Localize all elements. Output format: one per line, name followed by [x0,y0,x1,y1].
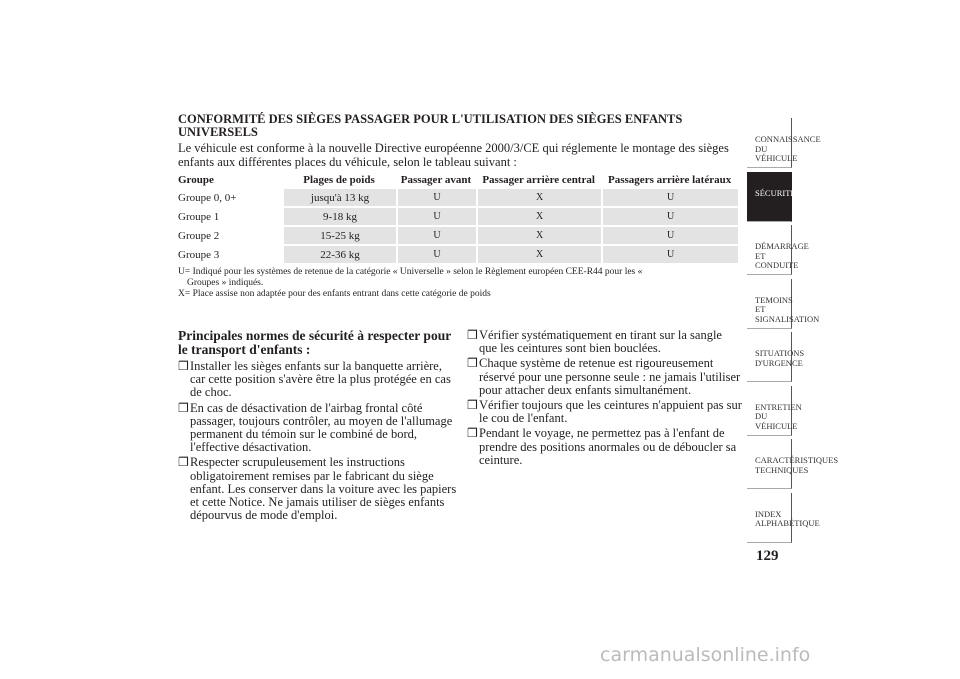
bullet-text: Vérifier toujours que les ceintures n'appuient pas sur le cou de l'enfant. [479,398,742,426]
cell-front: U [396,246,476,263]
list-item [467,329,742,355]
tab-label-line2: SIGNALISATION [755,313,820,324]
bullet-text: Chaque système de retenue est rigoureusement réservé pour une personne seule : ne jamais l'utiliser pour attacher deux enfants simultanément. [479,356,741,397]
tab-label-line1: TEMOINS ET [755,294,793,314]
cell-weight: 9-18 kg [282,208,396,225]
tab-label-line1: INDEX [755,508,782,519]
table-legend [178,267,738,300]
cell-rear-central: X [476,227,601,244]
watermark: carmanualsonline.info [600,644,811,666]
bullet-text: Respecter scrupuleusement les instructions obligatoirement remises par le fabricant du siège enfant. Les conserver dans la voiture avec les papiers et cette Notice. Ne jamais utiliser de sièges enfants dépourvus de mode d'emploi. [190,455,457,523]
tab-label-line1: ENTRETIEN DU [755,401,802,421]
table-row [178,246,738,263]
tab-label-line2: VÉHICULE [755,420,798,431]
cell-group: Groupe 3 [178,248,220,261]
checkbox-bullet-icon: ❒ [467,328,478,342]
tab-label-line1: CONNAISSANCE DU [755,134,821,154]
tab-label-line1: DÉMARRAGE ET [755,241,809,261]
bullet-text: En cas de désactivation de l'airbag frontal côté passager, toujours contrôler, au moyen de l'allumage permanent du témoin sur le combiné de bord, l'effective désactivation. [190,400,453,455]
header-rear-central: Passager arrière central [482,174,595,186]
main-content [178,113,738,300]
cell-rear-lateral: U [601,246,738,263]
cell-front: U [396,208,476,225]
bullet-text: Installer les sièges enfants sur la banquette arrière, car cette position s'avère être la plus protégée en cas de choc. [190,359,451,400]
legend-u-line: U= Indiqué pour les systèmes de retenue de la catégorie « Universelle » selon le Règlement européen CEE-R44 pour les « [178,267,643,277]
bullet-text: Vérifier systématiquement en tirant sur la sangle que les ceintures sont bien bouclées. [479,328,722,356]
cell-front: U [396,227,476,244]
checkbox-bullet-icon: ❒ [467,426,478,441]
tab-index-alphabetique[interactable] [747,493,820,543]
safety-right-column [467,329,742,469]
section-title: CONFORMITÉ DES SIÈGES PASSAGER POUR L'UTILISATION DES SIÈGES ENFANTS UNIVERSELS [178,112,683,139]
checkbox-bullet-icon: ❒ [467,356,478,371]
checkbox-bullet-icon: ❒ [178,400,189,415]
tab-connaissance-du-vehicule[interactable] [747,118,821,168]
cell-weight: jusqu'à 13 kg [282,189,396,206]
list-item [467,357,742,397]
chapter-sidebar [747,118,839,546]
tab-label-line2: VÉHICULE [755,153,798,163]
tab-label-line2: CONDUITE [755,260,799,270]
cell-weight: 22-36 kg [282,246,396,263]
cell-group: Groupe 1 [178,210,220,223]
checkbox-bullet-icon: ❒ [467,398,478,413]
tab-entretien-du-vehicule[interactable] [747,386,802,436]
compatibility-table [178,171,738,265]
cell-group: Groupe 0, 0+ [178,191,237,204]
tab-label-line1: SITUATIONS [755,348,805,358]
page-number: 129 [756,548,779,564]
list-item [467,399,742,425]
tab-securite[interactable] [747,172,796,222]
checkbox-bullet-icon: ❒ [178,359,189,373]
table-row [178,227,738,244]
tab-label-line2: ALPHABÉTIQUE [755,518,820,528]
list-item [178,456,458,522]
tab-label-line2: D'URGENCE [755,357,803,368]
tab-situations-d-urgence[interactable] [747,332,805,382]
safety-left-column [178,329,458,524]
header-group: Groupe [178,174,214,186]
cell-weight: 15-25 kg [282,227,396,244]
header-weight: Plages de poids [303,174,375,186]
list-item [178,360,458,400]
table-row [178,208,738,225]
header-rear-lateral: Passagers arrière latéraux [608,174,732,186]
cell-front: U [396,189,476,206]
table-row [178,189,738,206]
tab-temoins-et-signalisation[interactable] [747,279,820,329]
cell-rear-lateral: U [601,189,738,206]
cell-rear-lateral: U [601,208,738,225]
legend-x-line: X= Place assise non adaptée pour des enfants entrant dans cette catégorie de poids [178,289,491,299]
tab-demarrage-et-conduite[interactable] [747,225,809,275]
tab-label-line1: SÉCURITÉ [755,187,796,198]
table-header-row [178,173,738,187]
cell-rear-central: X [476,189,601,206]
tab-caracteristiques-techniques[interactable] [747,439,839,489]
header-front: Passager avant [400,174,472,186]
tab-label-line1: CARACTÉRISTIQUES [755,455,839,465]
list-item [467,427,742,467]
cell-rear-lateral: U [601,227,738,244]
bullet-text: Pendant le voyage, ne permettez pas à l'enfant de prendre des positions anormales ou de déboucler sa ceinture. [479,426,737,467]
cell-rear-central: X [476,246,601,263]
cell-rear-central: X [476,208,601,225]
checkbox-bullet-icon: ❒ [178,455,189,470]
intro-paragraph: Le véhicule est conforme à la nouvelle Directive européenne 2000/3/CE qui réglemente le montage des sièges enfants aux différentes places du véhicule, selon le tableau suivant : [178,141,729,169]
tab-label-line2: TECHNIQUES [755,464,809,475]
cell-group: Groupe 2 [178,229,220,242]
legend-u-continuation: Groupes » indiqués. [187,278,264,288]
safety-heading: Principales normes de sécurité à respecter pour le transport d'enfants : [178,328,451,357]
list-item [178,402,458,455]
